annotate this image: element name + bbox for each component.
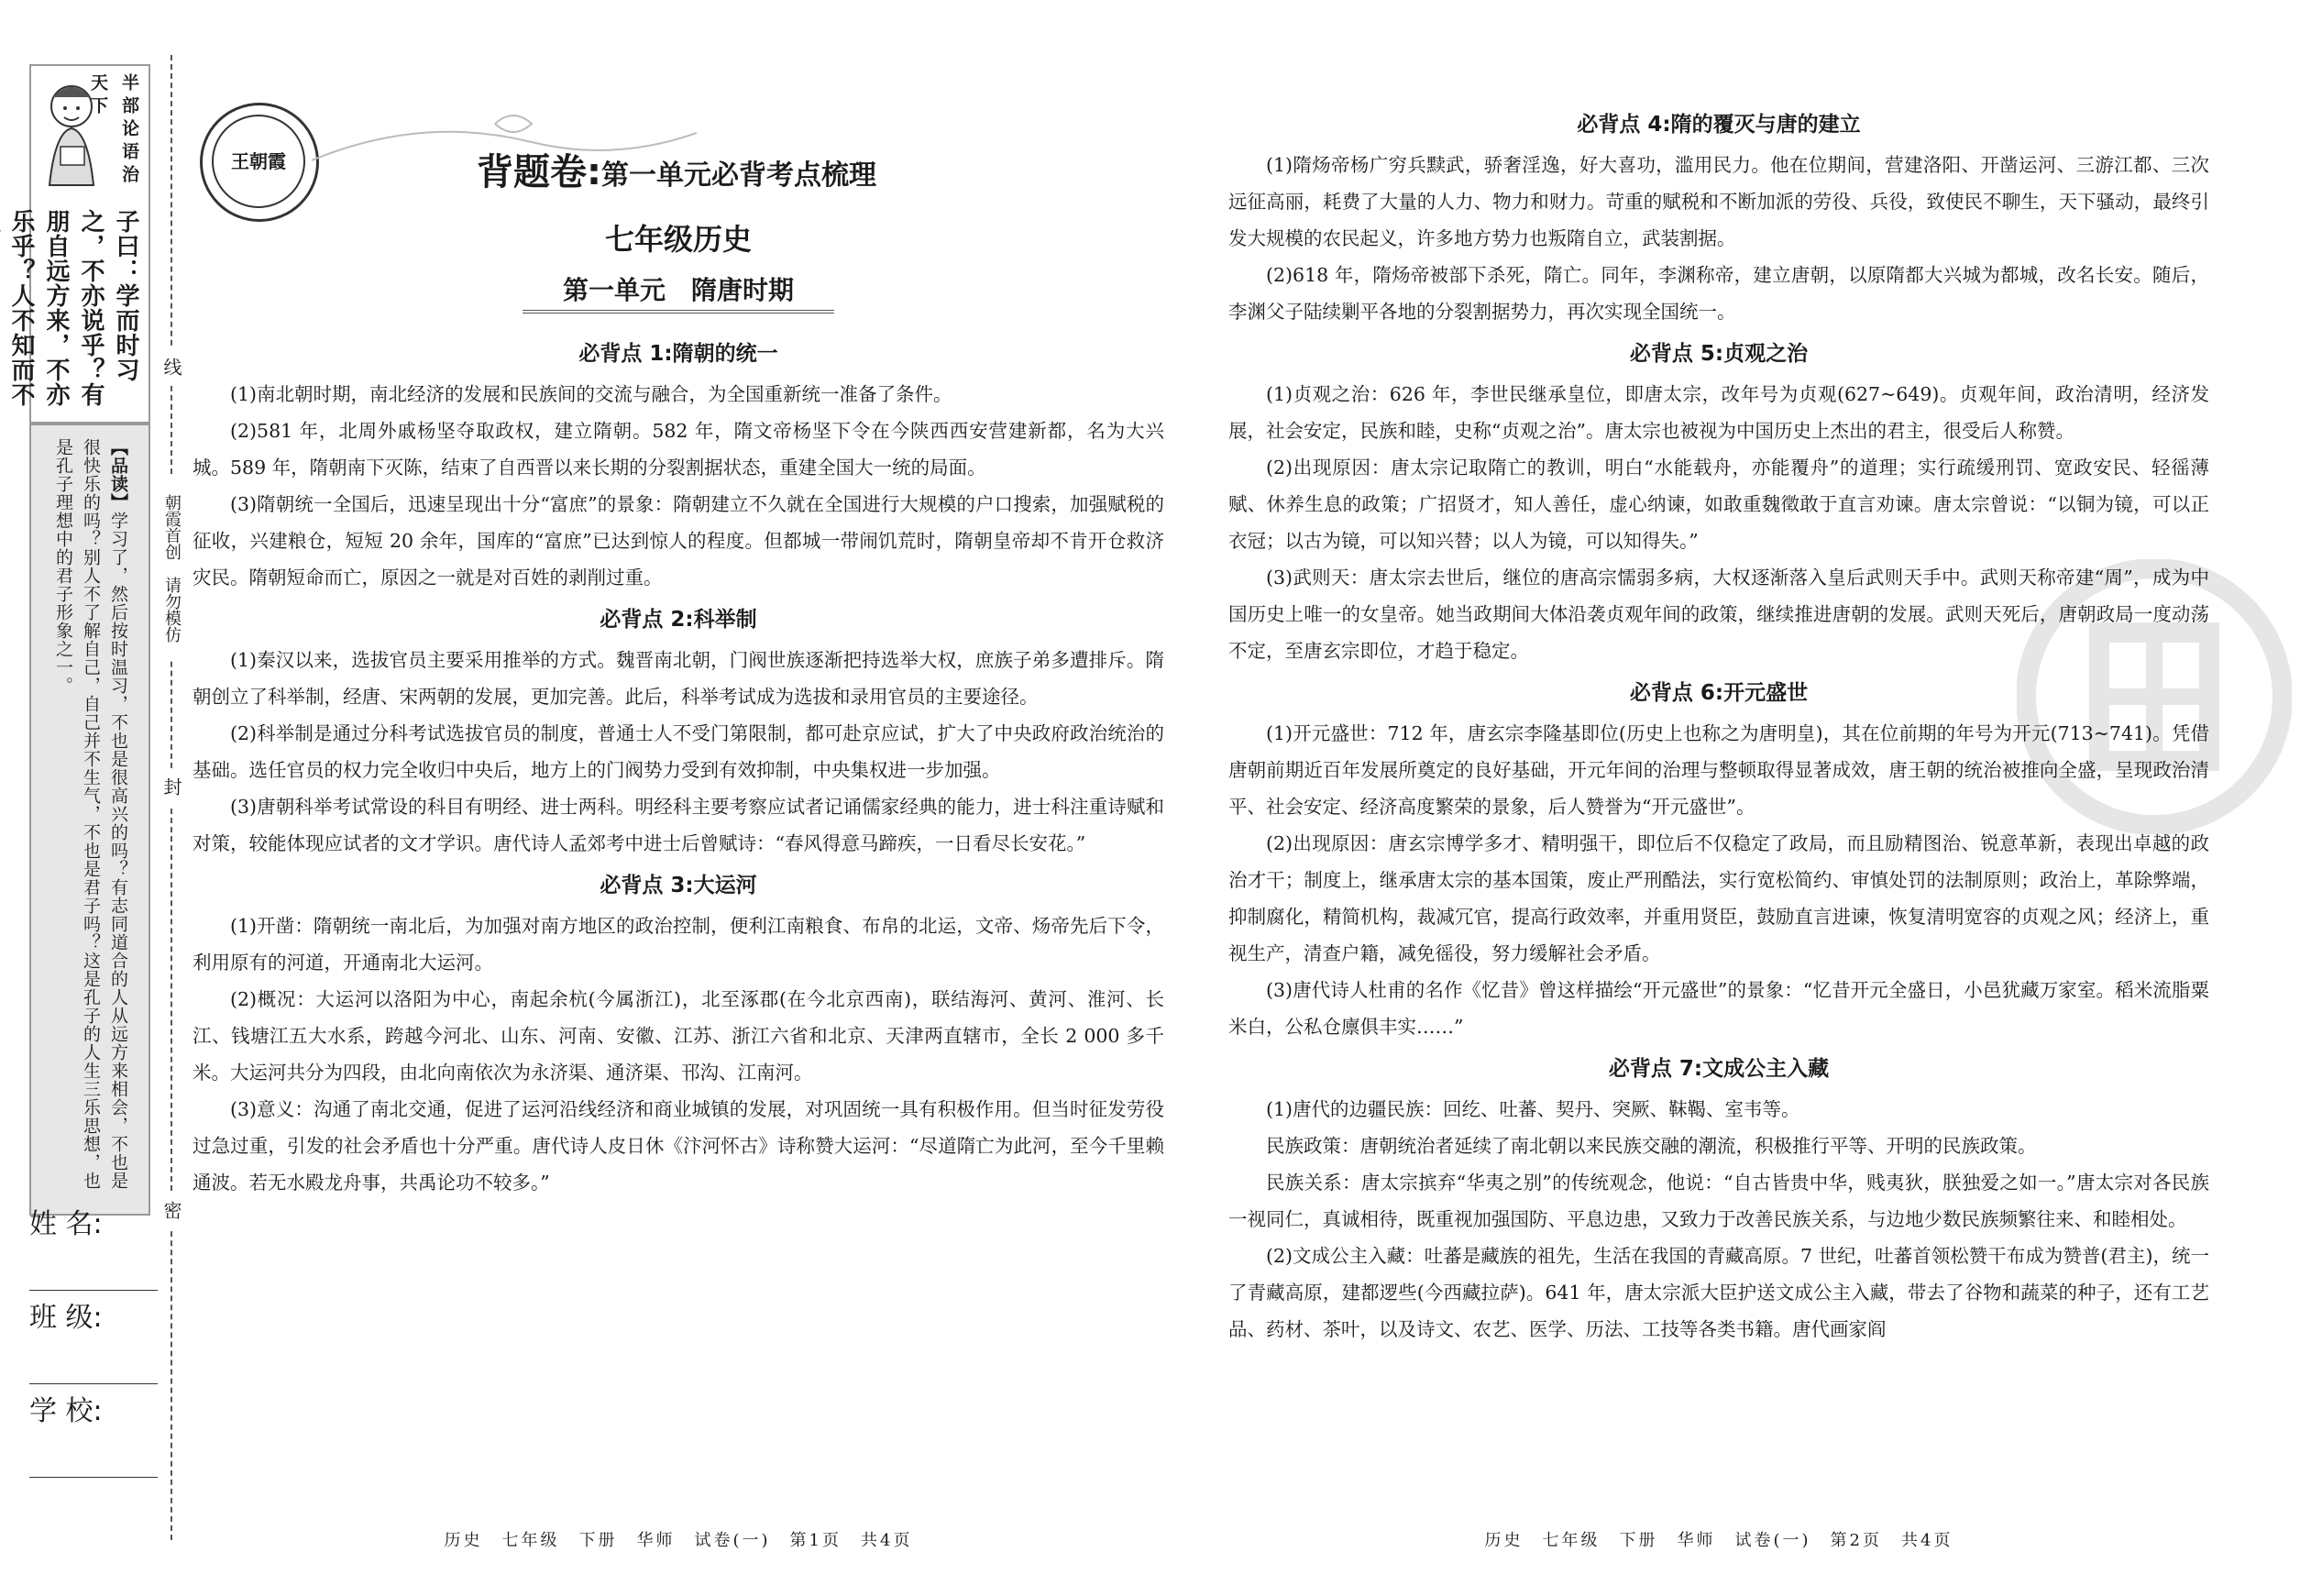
main-title-subtitle: 第一单元必背考点梳理 bbox=[601, 160, 876, 192]
reading-box bbox=[29, 424, 150, 1216]
brand-logo-text: 王朝霞 bbox=[212, 115, 305, 208]
paragraph: (3)唐代诗人杜甫的名作《忆昔》曾这样描绘“开元盛世”的景象：“忆昔开元全盛日，小邑犹藏万家室。稻米流脂粟米白，公私仓廪俱丰实……” bbox=[1228, 979, 2209, 1038]
left-sidebar bbox=[7, 64, 147, 1494]
name-field-line[interactable] bbox=[29, 1289, 158, 1291]
paragraph: (1)开元盛世：712 年，唐玄宗李隆基即位(历史上也称之为唐明皇)，其在位前期的年号为开元(713~741)。凭借唐朝前期近百年发展所奠定的良好基础，开元年间的治理与整顿取得显著成效，唐王朝的统治被推向全盛，呈现政治清平、社会安定、经济高度繁荣的景象，后人赞誉为“开元盛世”。 bbox=[1228, 722, 2209, 818]
reading-label: 【品读】 bbox=[108, 438, 128, 512]
paragraph: (2)出现原因：唐玄宗博学多才、精明强干，即位后不仅稳定了政局，而且励精图治、锐意革新，表现出卓越的政治才干；制度上，继承唐太宗的基本国策，废止严刑酷法，实行宽松简约、审慎处罚的法制原则；政治上，革除弊端，抑制腐化，精简机构，裁减冗官，提高行政效率，并重用贤臣，鼓励直言进谏，恢复清明宽容的贞观之风；经济上，重视生产，清查户籍，减免徭役，努力缓解社会矛盾。 bbox=[1228, 832, 2209, 964]
binding-caption-seal: 封 bbox=[156, 768, 187, 805]
name-field-label: 姓 名: bbox=[29, 1208, 103, 1240]
section-heading: 必背点 4:隋的覆灭与唐的建立 bbox=[1577, 113, 1861, 137]
section-heading: 必背点 6:开元盛世 bbox=[1629, 681, 1809, 705]
school-field-line[interactable] bbox=[29, 1476, 158, 1478]
unit-title: 第一单元 隋唐时期 bbox=[523, 271, 834, 314]
binding-caption-warning: 朝霞首创 请勿模仿 bbox=[156, 477, 187, 660]
section-heading: 必背点 2:科举制 bbox=[600, 608, 757, 632]
class-field[interactable] bbox=[29, 1294, 167, 1384]
main-title-label: 背题卷: bbox=[477, 151, 601, 193]
binding-caption-secret: 密 bbox=[156, 1192, 187, 1228]
page-footer: 历史 七年级 下册 华师 试卷(一) 第2页 共4页 bbox=[1484, 1531, 1953, 1550]
section-heading: 必背点 7:文成公主入藏 bbox=[1608, 1057, 1830, 1081]
page-footer: 历史 七年级 下册 华师 试卷(一) 第1页 共4页 bbox=[444, 1531, 913, 1550]
paragraph: (2)概况：大运河以洛阳为中心，南起余杭(今属浙江)，北至涿郡(在今北京西南)，联结海河、黄河、淮河、长江、钱塘江五大水系，跨越今河北、山东、河南、安徽、江苏、浙江六省和北京、天津两直辖市，全长 2 000 多千米。大运河共分为四段，由北向南依次为永济渠、通济渠、邗沟、江南河。 bbox=[193, 988, 1164, 1084]
paragraph: (2)618 年，隋炀帝被部下杀死，隋亡。同年，李渊称帝，建立唐朝，以原隋都大兴城为都城，改名长安。随后，李渊父子陆续剿平各地的分裂割据势力，再次实现全国统一。 bbox=[1228, 264, 2209, 323]
confucius-quote: 子曰：学而时习之，不亦说乎？有朋自远方来，不亦乐乎？人不知而不 bbox=[7, 209, 139, 407]
sidebar-vertical-header: 半部论语治天下 bbox=[88, 73, 139, 188]
paragraph: (1)隋炀帝杨广穷兵黩武，骄奢淫逸，好大喜功，滥用民力。他在位期间，营建洛阳、开凿运河、三游江都、三次远征高丽，耗费了大量的人力、物力和财力。苛重的赋税和不断加派的劳役、兵役，致使民不聊生，天下骚动，最终引发大规模的农民起义，许多地方势力也叛隋自立，武装割据。 bbox=[1228, 154, 2209, 249]
binding-caption-line: 线 bbox=[156, 348, 187, 385]
paragraph: (1)贞观之治：626 年，李世民继承皇位，即唐太宗，改年号为贞观(627~649)。贞观年间，政治清明，经济发展，社会安定，民族和睦，史称“贞观之治”。唐太宗也被视为中国历史上杰出的君主，很受后人称赞。 bbox=[1228, 383, 2209, 442]
paragraph: (1)开凿：隋朝统一南北后，为加强对南方地区的政治控制，便利江南粮食、布帛的北运，文帝、炀帝先后下令，利用原有的河道，开通南北大运河。 bbox=[193, 915, 1164, 974]
section-heading: 必背点 5:贞观之治 bbox=[1629, 342, 1809, 366]
reading-paragraph bbox=[50, 438, 132, 1199]
paragraph: (3)意义：沟通了南北交通，促进了运河沿线经济和商业城镇的发展，对巩固统一具有积极作用。但当时征发劳役过急过重，引发的社会矛盾也十分严重。唐代诗人皮日休《汴河怀古》诗称赞大运河：“尽道隋亡为此河，至今千里赖通波。若无水殿龙舟事，共禹论功不较多。” bbox=[193, 1098, 1164, 1194]
grade-title: 七年级历史 bbox=[604, 222, 752, 257]
class-field-label: 班 级: bbox=[29, 1302, 103, 1334]
sidebar-header-box bbox=[29, 64, 150, 205]
school-field-label: 学 校: bbox=[29, 1395, 103, 1427]
paragraph: (3)隋朝统一全国后，迅速呈现出十分“富庶”的景象：隋朝建立不久就在全国进行大规模的户口搜索，加强赋税的征收，兴建粮仓，短短 20 余年，国库的“富庶”已达到惊人的程度。但都城一带闹饥荒时，隋朝皇帝却不肯开仓救济灾民。隋朝短命而亡，原因之一就是对百姓的剥削过重。 bbox=[193, 493, 1164, 589]
class-field-line[interactable] bbox=[29, 1382, 158, 1384]
page-2-content bbox=[1228, 101, 2209, 1348]
paragraph: (1)唐代的边疆民族：回纥、吐蕃、契丹、突厥、靺鞨、室韦等。 bbox=[1266, 1098, 1800, 1120]
paragraph: (3)唐朝科举考试常设的科目有明经、进士两科。明经科主要考察应试者记诵儒家经典的能力，进士科注重诗赋和对策，较能体现应试者的文才学识。唐代诗人孟郊考中进士后曾赋诗：“春风得意马蹄疾，一日看尽长安花。” bbox=[193, 796, 1164, 854]
section-heading: 必背点 3:大运河 bbox=[600, 874, 757, 897]
school-field[interactable] bbox=[29, 1388, 167, 1478]
name-field[interactable] bbox=[29, 1201, 167, 1291]
page-1 bbox=[193, 0, 1164, 1596]
paragraph: (3)武则天：唐太宗去世后，继位的唐高宗懦弱多病，大权逐渐落入皇后武则天手中。武则天称帝建“周”，成为中国历史上唯一的女皇帝。她当政期间大体沿袭贞观年间的政策，继续推进唐朝的发展。武则天死后，唐朝政局一度动荡不定，至唐玄宗即位，才趋于稳定。 bbox=[1228, 567, 2209, 662]
paragraph: (2)文成公主入藏：吐蕃是藏族的祖先，生活在我国的青藏高原。7 世纪，吐蕃首领松赞干布成为赞普(君主)，统一了青藏高原，建都逻些(今西藏拉萨)。641 年，唐太宗派大臣护送文成公主入藏，带去了谷物和蔬菜的种子，还有工艺品、药材、茶叶，以及诗文、农艺、医学、历法、工技等各类书籍。唐代画家阎 bbox=[1228, 1245, 2209, 1340]
paragraph: 民族政策：唐朝统治者延续了南北朝以来民族交融的潮流，积极推行平等、开明的民族政策。 bbox=[1266, 1135, 2037, 1157]
reading-text: 学习了，然后按时温习，不也是很高兴的吗？有志同道合的人从远方来相会，不也是很快乐的吗？别人不了解自己，自己并不生气，不也是君子吗？这是孔子的人生三乐思想，也是孔子理想中的君子形象之一。 bbox=[53, 438, 128, 1190]
paragraph: (2)出现原因：唐太宗记取隋亡的教训，明白“水能载舟，亦能覆舟”的道理；实行疏缓刑罚、宽政安民、轻徭薄赋、休养生息的政策；广招贤才，知人善任，虚心纳谏，如敢重魏徵敢于直言劝谏。唐太宗曾说：“以铜为镜，可以正衣冠；以古为镜，可以知兴替；以人为镜，可以知得失。” bbox=[1228, 457, 2209, 552]
confucius-quote-box bbox=[7, 202, 150, 424]
paragraph: (2)581 年，北周外戚杨坚夺取政权，建立隋朝。582 年，隋文帝杨坚下令在今陕西西安营建新都，名为大兴城。589 年，隋朝南下灭陈，结束了自西晋以来长期的分裂割据状态，重建全国大一统的局面。 bbox=[193, 420, 1164, 479]
paragraph: (1)南北朝时期，南北经济的发展和民族间的交流与融合，为全国重新统一准备了条件。 bbox=[230, 383, 952, 405]
paragraph: (1)秦汉以来，选拔官员主要采用推举的方式。魏晋南北朝，门阀世族逐渐把持选举大权，庶族子弟多遭排斥。隋朝创立了科举制，经唐、宋两朝的发展，更加完善。此后，科举考试成为选拔和录用官员的主要途径。 bbox=[193, 649, 1164, 708]
page-1-content bbox=[193, 330, 1164, 1201]
paragraph: (2)科举制是通过分科考试选拔官员的制度，普通士人不受门第限制，都可赴京应试，扩大了中央政府政治统治的基础。选任官员的权力完全收归中央后，地方上的门阀势力受到有效抑制，中央集权进一步加强。 bbox=[193, 722, 1164, 781]
paragraph: 民族关系：唐太宗摈弃“华夷之别”的传统观念，他说：“自古皆贵中华，贱夷狄，朕独爱之如一。”唐太宗对各民族一视同仁，真诚相待，既重视加强国防、平息边患，又致力于改善民族关系，与边地少数民族频繁往来、和睦相处。 bbox=[1228, 1172, 2209, 1230]
page-2 bbox=[1228, 0, 2209, 1596]
section-heading: 必背点 1:隋朝的统一 bbox=[578, 342, 778, 366]
